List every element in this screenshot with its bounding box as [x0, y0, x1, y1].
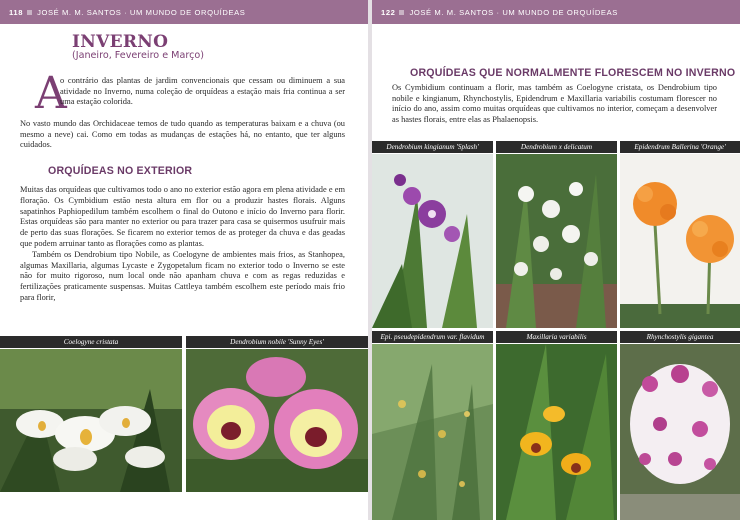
photo-epidendrum-ballerina [620, 154, 740, 328]
photo-maxillaria-variabilis [496, 344, 617, 520]
left-running-header [0, 0, 368, 24]
photo-caption: Rhynchostylis gigantea [620, 331, 740, 343]
chapter-subtitle: (Janeiro, Fevereiro e Março) [72, 50, 204, 61]
chapter-title: INVERNO [72, 32, 169, 52]
photo-caption: Dendrobium kingianum 'Splash' [372, 141, 493, 153]
right-page [372, 0, 740, 520]
photo-coelogyne-cristata [0, 349, 182, 492]
header-square-icon [399, 10, 404, 15]
header-square-icon [27, 10, 32, 15]
intro-paragraph: o contrário das plantas de jardim convencionais que cessam ou diminuem a sua atividade no Inverno, numa coleção de orquídeas a estação mais fria continua a ser uma estação colorida. [60, 76, 345, 107]
right-running-header [372, 0, 740, 24]
photo-epi-pseudepidendrum [372, 344, 493, 520]
photo-rhynchostylis-gigantea [620, 344, 740, 520]
exterior-body [20, 185, 345, 304]
right-running-title: JOSÉ M. M. SANTOS · UM MUNDO DE ORQUÍDEAS [409, 7, 618, 17]
body-paragraph: Muitas das orquídeas que cultivamos todo o ano no exterior estão agora em plena atividade e em floração. Os Cymbidium estão nesta altura em flor ou a produzir hastes florais. Alguns sapatinhos Paphiopedilum também escolhem o final do Outono e início do Inverno para florir. Estas orquídeas são para manter no exterior ou para trazer para casa se quisermos usufruir mais de perto das suas florações. Se ficarem no exterior temos de as proteger da chuva e das geadas que podem arruinar tanto as florações como as plantas. [20, 185, 345, 248]
drop-cap: A [35, 68, 67, 119]
photo-caption: Dendrobium x delicatum [496, 141, 617, 153]
photo-caption: Maxillaria variabilis [496, 331, 617, 343]
photo-caption: Dendrobium nobile 'Sunny Eyes' [186, 336, 368, 348]
left-running-title: JOSÉ M. M. SANTOS · UM MUNDO DE ORQUÍDEAS [37, 7, 246, 17]
photo-caption: Epi. pseudepidendrum var. flavidum [372, 331, 493, 343]
photo-caption: Epidendrum Ballerina 'Orange' [620, 141, 740, 153]
section-heading-exterior: ORQUÍDEAS NO EXTERIOR [48, 165, 193, 177]
section-heading-winter-bloom: ORQUÍDEAS QUE NORMALMENTE FLORESCEM NO INVERNO [410, 67, 736, 79]
photo-dendrobium-delicatum [496, 154, 617, 328]
intro-paragraph-2: No vasto mundo das Orchidaceae temos de tudo quando as temperaturas baixam e a chuva (ou mesmo a neve) cai. Como em todas as mudanças de estações há, no entanto, que ter alguns cuidados. [20, 119, 345, 150]
right-page-number: 122 [381, 7, 396, 17]
winter-bloom-paragraph: Os Cymbidium continuam a florir, mas também as Coelogyne cristata, os Dendrobium tipo nobile e kingianum, Rhynchostylis, Epidendrum e Maxillaria variabilis costumam florescer no início do ano, assim como muitas orquídeas que cultivamos no interior, começam a desenvolver as hastes florais, entre elas as Phalaenopsis. [392, 83, 717, 124]
photo-dendrobium-nobile [186, 349, 368, 492]
left-page-number: 118 [9, 7, 24, 17]
photo-caption: Coelogyne cristata [0, 336, 182, 348]
photo-dendrobium-kingianum [372, 154, 493, 328]
left-page [0, 0, 368, 520]
body-paragraph: Também os Dendrobium tipo Nobile, as Coelogyne de ambientes mais frios, as Stanhopea, algumas Maxillaria, algumas Lycaste e Zygopetalum ficam no exterior todo o Inverno se este não for muito rigoroso, num local onde não apanham chuva e com as regas reduzidas e fertilizações praticamente suspensas. Muitas Cattleya também escolhem este período mais frio para florir, [20, 249, 345, 302]
